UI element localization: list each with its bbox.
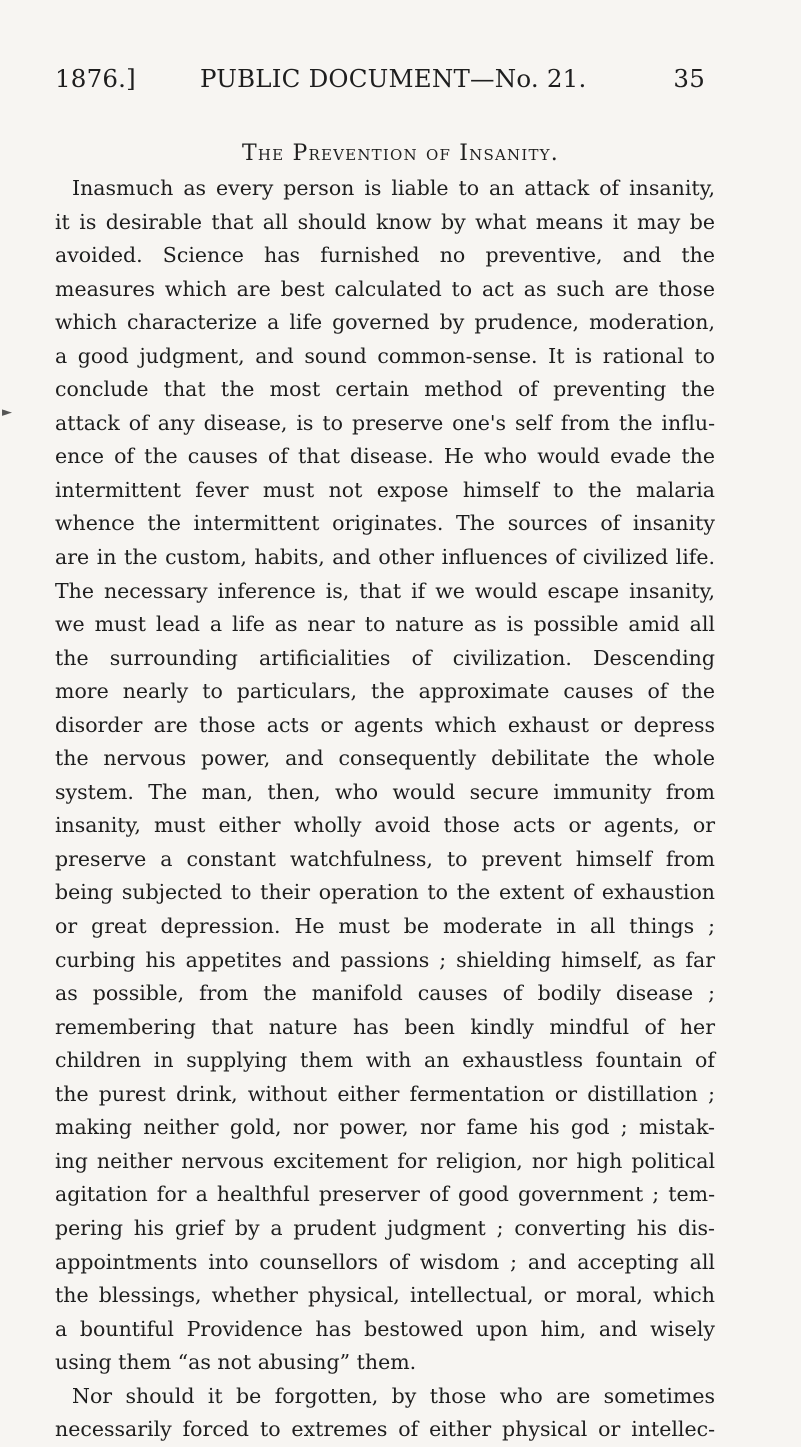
text-line: or great depression. He must be moderate in all things ;	[55, 914, 715, 939]
text-line: appointments into counsellors of wisdom ; and accepting all	[55, 1249, 715, 1274]
text-line: system. The man, then, who would secure immunity from	[55, 779, 715, 804]
page-header	[55, 64, 705, 104]
text-line: Nor should it be forgotten, by those who are sometimes	[72, 1383, 715, 1408]
section-title: The Prevention of Insanity.	[242, 141, 559, 166]
text-line: insanity, must either wholly avoid those acts or agents, or	[55, 813, 715, 838]
text-line: necessarily forced to extremes of either physical or intellec-	[55, 1417, 715, 1442]
text-line: as possible, from the manifold causes of bodily disease ;	[55, 981, 715, 1006]
text-line: measures which are best calculated to act as such are those	[55, 276, 715, 301]
text-line: Inasmuch as every person is liable to an attack of insanity,	[72, 176, 715, 200]
header-title: PUBLIC DOCUMENT—No. 21.	[200, 64, 587, 93]
text-line: pering his grief by a prudent judgment ; converting his dis-	[55, 1215, 715, 1240]
text-line: avoided. Science has furnished no preventive, and the	[55, 243, 715, 268]
text-line: the purest drink, without either fermentation or distillation ;	[55, 1081, 715, 1106]
text-line: the blessings, whether physical, intellectual, or moral, which	[55, 1283, 715, 1308]
text-line: disorder are those acts or agents which exhaust or depress	[55, 712, 715, 737]
text-line: being subjected to their operation to the extent of exhaustion	[55, 880, 715, 905]
text-line: intermittent fever must not expose himself to the malaria	[55, 477, 715, 502]
text-line: which characterize a life governed by prudence, moderation,	[55, 310, 715, 335]
text-line: ing neither nervous excitement for religion, nor high political	[55, 1148, 715, 1173]
header-year: 1876.]	[55, 64, 136, 93]
text-line: children in supplying them with an exhaustless fountain of	[55, 1048, 715, 1073]
text-line: we must lead a life as near to nature as is possible amid all	[55, 612, 715, 637]
text-line: it is desirable that all should know by what means it may be	[55, 209, 715, 234]
body-text	[55, 172, 715, 1447]
text-line: conclude that the most certain method of preventing the	[55, 377, 715, 402]
text-line: a good judgment, and sound common-sense. It is rational to	[55, 343, 715, 368]
text-line: the nervous power, and consequently debilitate the whole	[55, 746, 715, 771]
text-line: using them “as not abusing” them.	[55, 1350, 417, 1375]
text-line: a bountiful Providence has bestowed upon him, and wisely	[55, 1316, 715, 1341]
text-line: whence the intermittent originates. The sources of insanity	[55, 511, 715, 536]
text-line: agitation for a healthful preserver of good government ; tem-	[55, 1182, 715, 1207]
text-line: remembering that nature has been kindly mindful of her	[55, 1014, 715, 1039]
text-line: The necessary inference is, that if we would escape insanity,	[55, 578, 715, 603]
text-line: the surrounding artificialities of civilization. Descending	[55, 645, 715, 670]
text-line: preserve a constant watchfulness, to prevent himself from	[55, 846, 715, 871]
text-line: curbing his appetites and passions ; shielding himself, as far	[55, 947, 715, 972]
text-line: are in the custom, habits, and other influences of civilized life.	[55, 545, 715, 570]
text-line: making neither gold, nor power, nor fame his god ; mistak-	[55, 1115, 715, 1140]
text-line: attack of any disease, is to preserve one's self from the influ-	[55, 410, 715, 435]
margin-mark-icon: ►	[2, 405, 12, 420]
text-line: ence of the causes of that disease. He who would evade the	[55, 444, 715, 469]
text-line: more nearly to particulars, the approximate causes of the	[55, 679, 715, 704]
page-number: 35	[673, 64, 705, 93]
